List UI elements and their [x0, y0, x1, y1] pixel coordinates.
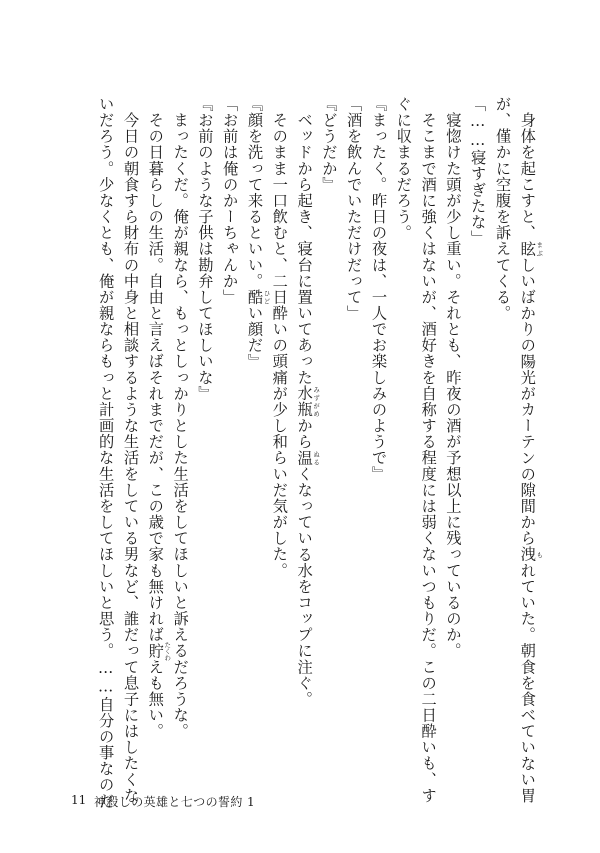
text-column: [344, 96, 363, 796]
text-run: ベッドから起き、寝台に置いてあった: [295, 96, 314, 386]
text-column: [419, 96, 438, 804]
ruby-base: 酷: [245, 288, 264, 306]
text-column: [220, 96, 239, 796]
ruby-word: [518, 240, 544, 257]
furigana: まぶ: [535, 240, 544, 257]
text-run: 寝惚けた頭が少し重い。それとも、昨夜の酒が予想以上に残っているのか。: [443, 96, 462, 659]
running-head: 神殺しの英雄と七つの誓約 1: [94, 795, 256, 809]
text-column: [197, 96, 212, 796]
furigana: も: [535, 546, 544, 563]
text-column: [445, 96, 460, 796]
text-column: [246, 96, 270, 796]
text-run: そこまで酒に強くはないが、酒好きを自称する程度には弱くないつもりだ。この二日酔いも、す: [419, 96, 438, 804]
text-column: [96, 96, 115, 809]
text-run: ぐに収まるだろう。: [394, 96, 413, 241]
text-column: [270, 96, 289, 796]
furigana: ひど: [262, 288, 271, 306]
text-run: 『まったく。昨日の夜は、一人でお楽しみのようで』: [369, 96, 388, 482]
text-column: [493, 96, 512, 796]
ruby-word: [245, 288, 271, 306]
ruby-word: [295, 385, 321, 418]
text-run: くなっている水をコップに注ぐ。: [295, 465, 314, 708]
text-run: い顔だ』: [245, 305, 264, 370]
furigana: たくわ: [163, 641, 172, 661]
ruby-base: 眩: [518, 240, 537, 257]
text-run: から: [295, 417, 314, 450]
text-run: しいばかりの陽光がカーテンの隙間から: [518, 256, 537, 547]
text-column: [171, 96, 190, 796]
text-column: [369, 96, 388, 796]
page-number: 11: [71, 793, 87, 807]
text-run: れていた。朝食を食べていない胃: [518, 562, 537, 804]
ruby-base: 洩: [518, 546, 537, 563]
text-run: 「お前は俺のかーちゃんか」: [220, 96, 239, 306]
ruby-word: [146, 641, 172, 661]
ruby-word: [295, 449, 321, 466]
text-run: 『どうだか』: [319, 96, 338, 193]
text-column: [296, 96, 320, 796]
furigana: ぬる: [312, 449, 321, 466]
text-run: まったくだ。俺が親なら、もっとしっかりとした生活をしてほしいと訴えるだろうな。: [171, 96, 190, 740]
text-run: 『お前のような子供は勘弁してほしいな』: [195, 96, 214, 402]
text-column: [321, 96, 336, 796]
text-run: 身体を起こすと、: [518, 96, 537, 241]
ruby-base: 水瓶: [295, 385, 314, 418]
text-column: [394, 96, 413, 796]
text-run: 今日の朝食すら財布の中身と相談するような生活をしている男など、誰だって息子にはしたくな: [121, 96, 140, 804]
text-column: [518, 96, 544, 804]
text-column: [468, 96, 487, 796]
text-column: [147, 96, 171, 796]
text-column: [121, 96, 140, 804]
furigana: みずがめ: [312, 385, 321, 418]
ruby-base: 貯: [146, 641, 165, 661]
text-run: そのまま一口飲むと、二日酔いの頭痛が少し和らいだ気がした。: [270, 96, 289, 579]
text-run: 「酒を飲んでいただけだって」: [344, 96, 363, 322]
text-run: 「……寝すぎたな」: [468, 96, 487, 247]
text-run: 『顔を洗って来るといい。: [245, 96, 264, 289]
text-run: いだろう。少なくとも、俺が親ならもっと計画的な生活をしてほしいと思う。……自分の事なのだ: [96, 96, 115, 809]
text-run: が、僅かに空腹を訴えてくる。: [493, 96, 512, 322]
ruby-word: [518, 546, 544, 563]
text-run: えも無い。: [146, 658, 165, 740]
ruby-base: 温: [295, 449, 314, 466]
text-run: その日暮らしの生活。自由と言えばそれまでだが、この歳で家も無ければ: [146, 96, 165, 643]
